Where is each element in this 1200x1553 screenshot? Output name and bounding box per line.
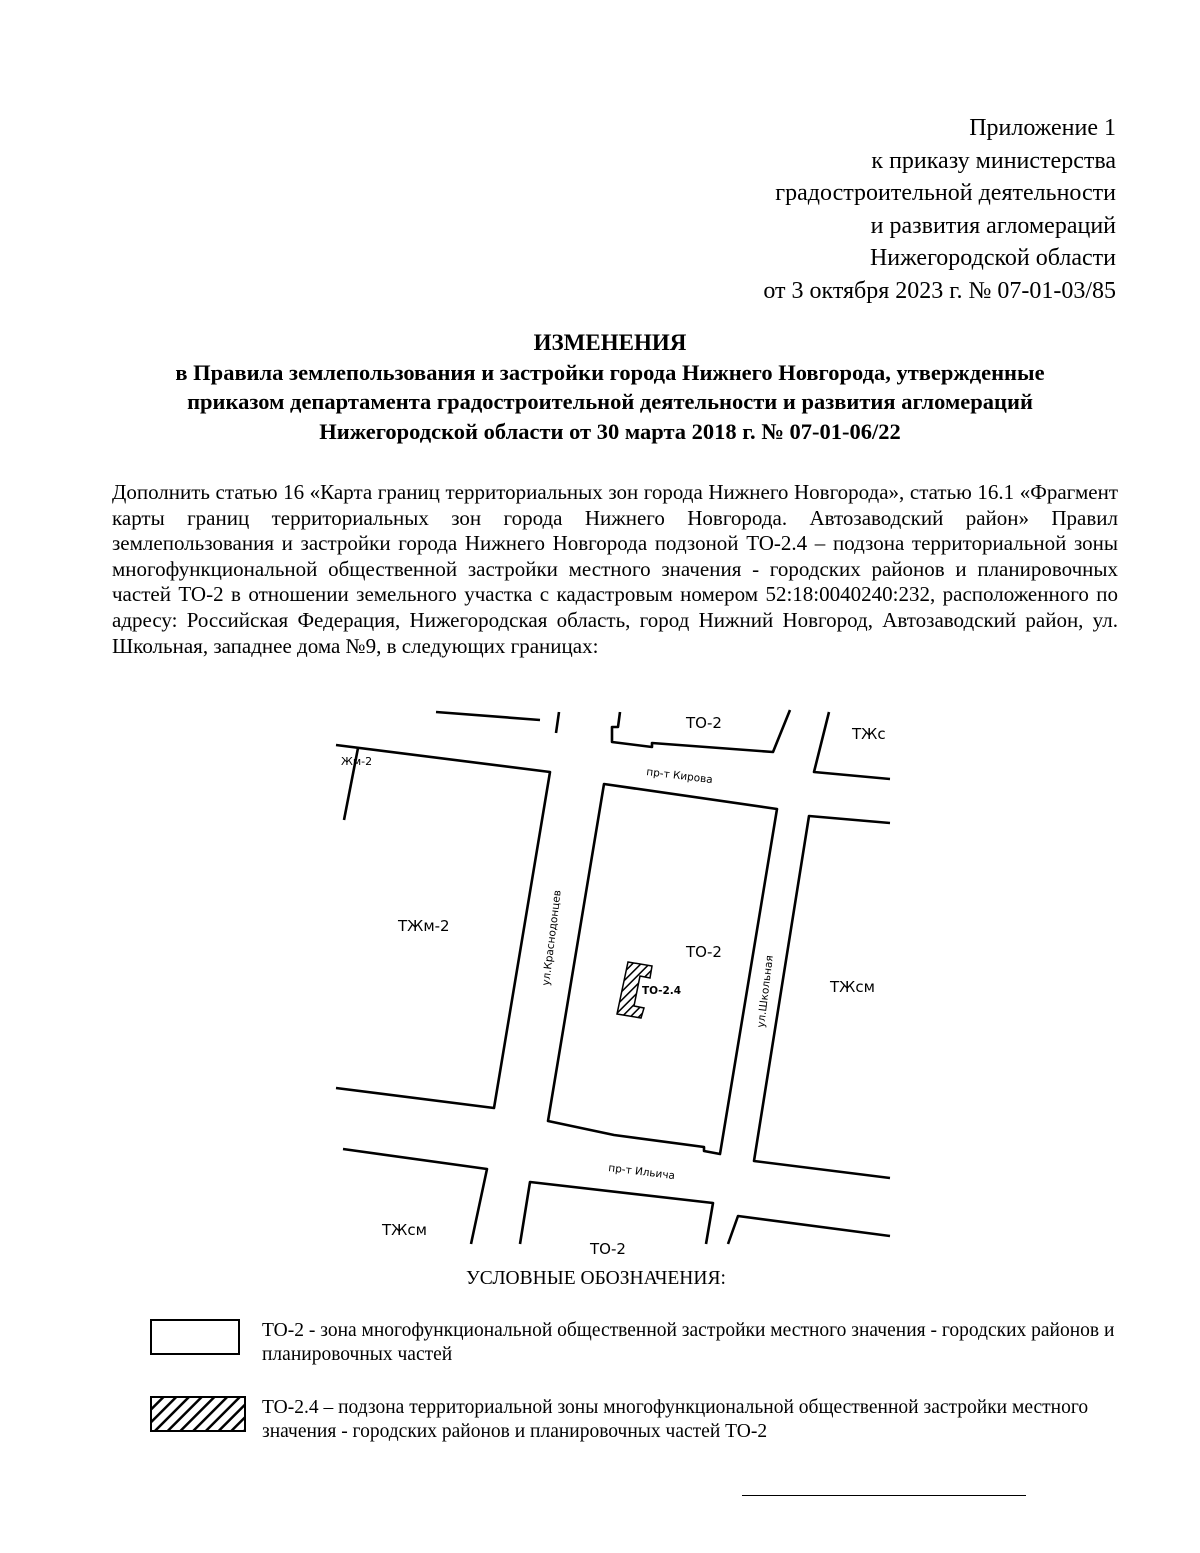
- legend-title: УСЛОВНЫЕ ОБОЗНАЧЕНИЯ:: [466, 1268, 726, 1289]
- boundary-line: [520, 1182, 713, 1244]
- appendix-line: Нижегородской области: [869, 245, 1116, 272]
- boundary-line: [754, 816, 890, 1178]
- appendix-line: от 3 октября 2023 г. № 07-01-03/85: [763, 277, 1116, 304]
- legend-symbol-empty: [150, 1319, 238, 1353]
- zone-label: ТО-2.4: [642, 985, 682, 997]
- legend-text: ТО-2.4 – подзона территориальной зоны многофункциональной общественной застройки местного значения - городских районов и планировочных частей ТО-2: [262, 1397, 1089, 1442]
- appendix-line: и развития агломераций: [870, 212, 1116, 239]
- street-label: ул.Школьная: [755, 954, 776, 1029]
- zone-map-svg: [336, 700, 896, 1258]
- zone-label: ТЖсм: [830, 978, 875, 996]
- body-paragraph: Дополнить статью 16 «Карта границ территориальных зон города Нижнего Новгорода», статью 16.1 «Фрагмент карты границ территориальных зон города Нижнего Новгорода. Автозаводский район» Правил землепользования и застройки города Нижнего Новгорода подзоной ТО-2.4 – подзона территориальной зоны многофункциональной общественной застройки местного значения - городских районов и планировочных частей ТО-2 в отношении земельного участка с кадастровым номером 52:18:0040240:232, расположенного по адресу: Российская Федерация, Нижегородская область, город Нижний Новгород, Автозаводский район, ул. Школьная, западнее дома №9, в следующих границах:: [112, 480, 1118, 658]
- zone-label: Жм-2: [341, 755, 373, 768]
- legend-text: ТО-2 - зона многофункциональной общественной застройки местного значения - городских районов и планировочных частей: [262, 1320, 1115, 1365]
- street-label: пр-т Ильича: [607, 1162, 676, 1183]
- street-label: пр-т Кирова: [645, 766, 714, 787]
- zone-label: ТО-2: [590, 1240, 626, 1258]
- boundary-line: [814, 712, 890, 779]
- appendix-line: к приказу министерства: [871, 147, 1116, 174]
- title-heading: ИЗМЕНЕНИЯ: [533, 330, 687, 355]
- street-label: ул.Краснодонцев: [540, 889, 564, 987]
- zone-label: ТО-2: [686, 943, 722, 961]
- title-line: Нижегородской области от 30 марта 2018 г. № 07-01-06/22: [319, 418, 901, 444]
- title-line: приказом департамента градостроительной деятельности и развития агломераций: [187, 389, 1033, 414]
- legend-symbol-hatched: [150, 1396, 238, 1430]
- boundary-line: [556, 712, 559, 733]
- zone-map: [336, 700, 896, 1258]
- zone-label: ТЖм-2: [398, 917, 450, 935]
- appendix-block: [763, 112, 1116, 308]
- appendix-line: Приложение 1: [969, 115, 1116, 141]
- zone-label: ТО-2: [686, 714, 722, 732]
- footer-divider: [742, 1495, 1026, 1496]
- title-line: в Правила землепользования и застройки города Нижнего Новгорода, утвержденные: [175, 359, 1045, 385]
- boundary-line: [548, 784, 777, 1154]
- boundary-line: [728, 1216, 890, 1244]
- appendix-line: градостроительной деятельности: [775, 180, 1116, 207]
- zone-label: ТЖс: [852, 725, 886, 743]
- zone-label: ТЖсм: [382, 1221, 427, 1239]
- document-title: [60, 328, 1160, 446]
- boundary-line: [436, 712, 540, 720]
